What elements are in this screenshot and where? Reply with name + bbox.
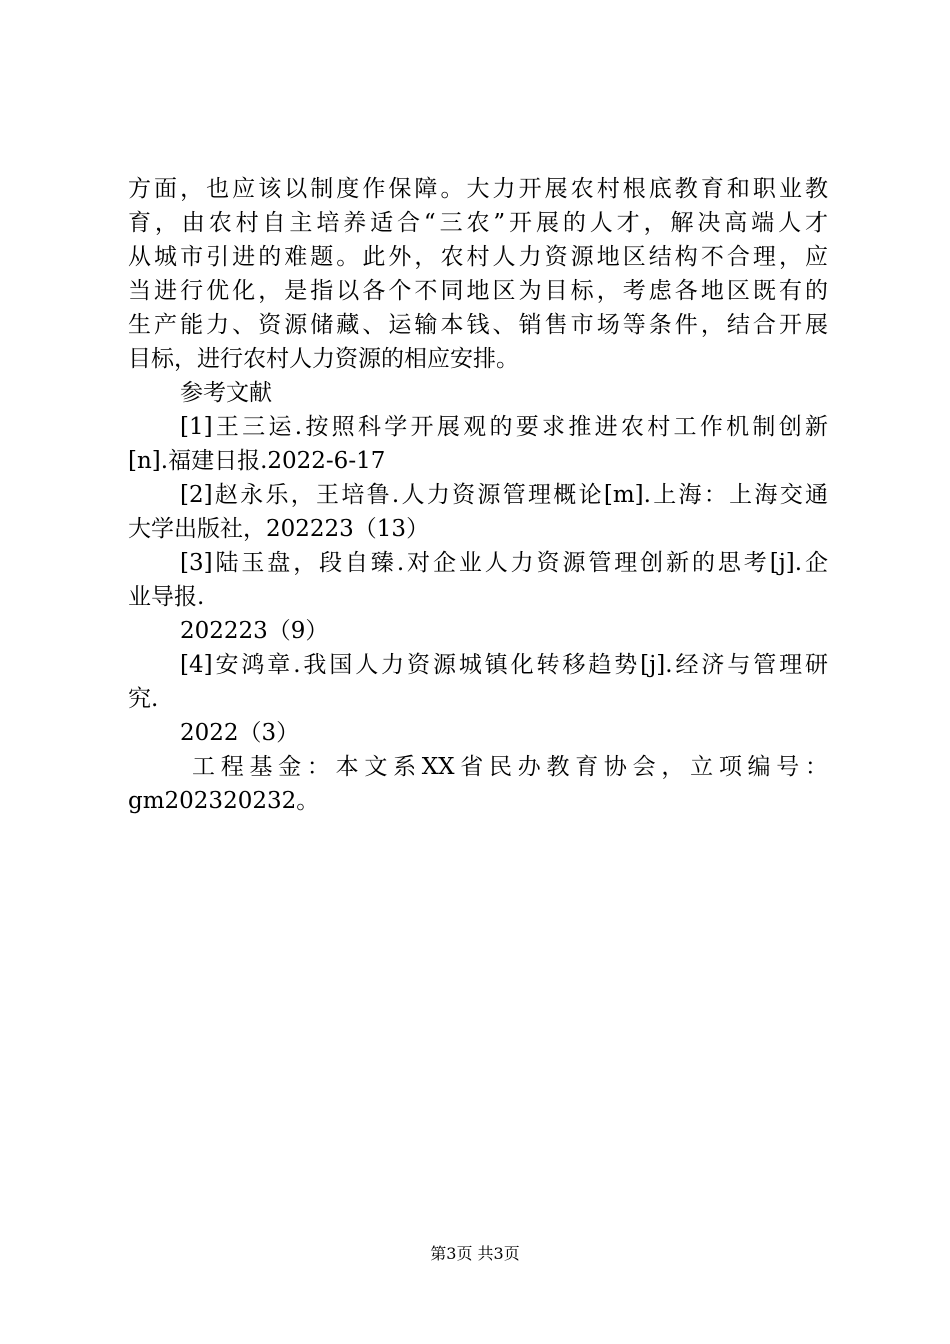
reference-item-3-line1: [3]陆玉盘，段自臻.对企业人力资源管理创新的思考[j].企	[180, 550, 828, 576]
paragraph-line: 从城市引进的难题。此外，农村人力资源地区结构不合理，应	[128, 244, 828, 270]
reference-item-4-line1: [4]安鸿章.我国人力资源城镇化转移趋势[j].经济与管理研	[180, 652, 828, 678]
reference-item-4-line2: 究.	[128, 686, 159, 712]
reference-item-2-line2: 大学出版社，202223（13）	[128, 516, 430, 542]
page-footer: 第3页 共3页	[430, 1244, 520, 1263]
paragraph-line: 育，由农村自主培养适合“三农”开展的人才，解决高端人才	[128, 210, 828, 236]
paragraph-line: 目标，进行农村人力资源的相应安排。	[128, 346, 519, 372]
reference-item-3-line2: 业导报.	[128, 584, 205, 610]
reference-item-1-line2: [n].福建日报.2022-6-17	[128, 448, 386, 474]
references-heading: 参考文献	[180, 380, 272, 406]
reference-item-3-line3: 202223（9）	[180, 618, 329, 644]
paragraph-line: 方面，也应该以制度作保障。大力开展农村根底教育和职业教	[128, 176, 828, 202]
fund-statement-line1: 工程基金：本文系XX省民办教育协会，立项编号：	[192, 754, 828, 780]
fund-statement-line2: gm202320232。	[128, 788, 320, 814]
reference-item-1-line1: [1]王三运.按照科学开展观的要求推进农村工作机制创新	[180, 414, 828, 440]
paragraph-line: 当进行优化，是指以各个不同地区为目标，考虑各地区既有的	[128, 278, 828, 304]
paragraph-line: 生产能力、资源储藏、运输本钱、销售市场等条件，结合开展	[128, 312, 828, 338]
reference-item-4-line3: 2022（3）	[180, 720, 300, 746]
reference-item-2-line1: [2]赵永乐，王培鲁.人力资源管理概论[m].上海：上海交通	[180, 482, 828, 508]
document-body	[128, 172, 828, 818]
